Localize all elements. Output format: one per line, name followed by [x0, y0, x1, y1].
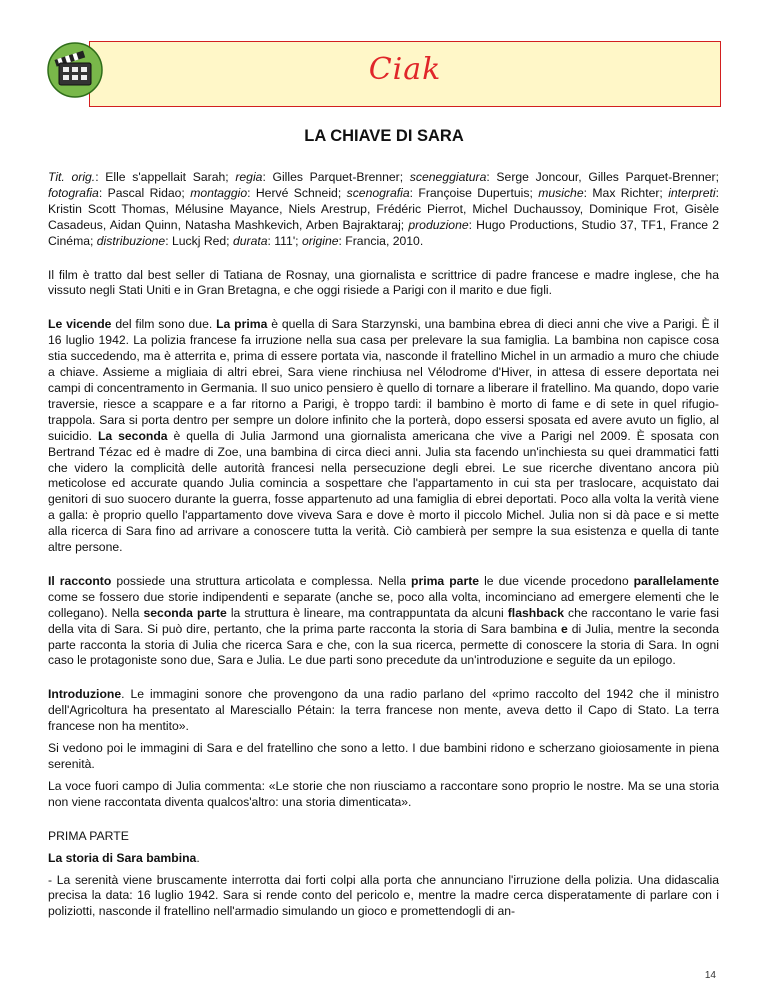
header-banner: [89, 41, 721, 107]
paragraph-text: le due vicende procedono: [479, 573, 634, 588]
paragraph-text: è quella di Julia Jarmond una giornalista americana che vive a Parigi nel 2009. È sposata con Bertrand Tézac ed è madre di Zoe, una bambina di circa dieci anni. Julia sta facendo un'inchiesta su quei drammatici fatti che videro la complicità delle autorità francesi nella persecuzione degli ebrei. Le sue ricerche diventano ancora più meticolose ed accurate quando Julia comincia a sospettare che l'appartamento in cui sta per traslocare, acquistato dai genitori di suo suocero durante la guerra, fosse appartenuto ad una famiglia di ebrei deportati. Poco alla volta la verità viene a galla: è proprio quello l'appartamento dove viveva Sara e dove è morto il piccolo Michel. Julia non si dà pace e si mette alla ricerca di Sara fino ad arrivare a conoscere tutta la verità. Ciò cambierà per sempre la sua esistenza e quella di tante altre persone.: [48, 428, 719, 555]
credit-label: origine: [301, 233, 339, 248]
bold-term: seconda parte: [143, 605, 227, 620]
credit-value: : Luckj Red;: [165, 233, 233, 248]
credit-label: scenografia: [346, 185, 410, 200]
film-clapperboard-icon: [44, 38, 106, 98]
voce-paragraph: La voce fuori campo di Julia commenta: «Le storie che non riusciamo a raccontare sono proprio le nostre. Ma se una storia non viene raccontata diventa qualcos'altro: una storia dimenticata».: [48, 778, 719, 809]
credit-label: durata: [232, 233, 268, 248]
serenita-paragraph: - La serenità viene bruscamente interrotta dai forti colpi alla porta che annunciano l'irruzione della polizia. Una didascalia precisa la data: 16 luglio 1942. Sara si rende conto del pericolo e, mentre la madre cerca disperatamente di parlare con i poliziotti, nasconde il fratellino nell'armadio simulando un gioco e promettendogli di an-: [48, 872, 719, 919]
credit-value: : Max Richter;: [583, 185, 669, 200]
credit-value: : Serge Joncour, Gilles Parquet-Brenner;: [486, 170, 719, 184]
bold-term: parallelamente: [633, 573, 719, 588]
racconto-paragraph: [48, 574, 719, 669]
intro-paragraph: Il film è tratto dal best seller di Tatiana de Rosnay, una giornalista e scrittrice di padre francese e madre inglese, che ha vissuto negli Stati Uniti e in Gran Bretagna, e che oggi risiede a Parigi con il marito e due figli.: [48, 267, 719, 298]
credit-label: Tit. orig.: [48, 170, 96, 184]
credit-label: distribuzione: [96, 233, 166, 248]
bold-term: Le vicende: [48, 317, 112, 332]
bold-term: La seconda: [97, 428, 168, 443]
credit-value: : Hervé Schneid;: [247, 185, 347, 200]
vicende-paragraph: [48, 317, 719, 556]
document-title: LA CHIAVE DI SARA: [304, 127, 464, 145]
bold-term: Introduzione: [48, 687, 122, 702]
credit-label: regia: [235, 170, 263, 184]
credit-value: : Francia, 2010.: [338, 233, 424, 248]
credit-value: : 111';: [267, 233, 302, 248]
bold-term: prima parte: [411, 573, 480, 588]
bold-term: La prima: [216, 317, 268, 332]
credit-label: interpreti: [668, 185, 716, 200]
bold-term: flashback: [507, 605, 564, 620]
credit-value: : Hugo Productions, Studio 37, TF1, France 2 Cinéma;: [48, 217, 719, 248]
credit-value: : Kristin Scott Thomas, Mélusine Mayance, Niels Arestrup, Frédéric Pierrot, Michel Duchaussoy, Dominique Frot, Gisèle Casadeus, Aidan Quinn, Natasha Mashkevich, Arben Bajraktaraj;: [48, 185, 719, 232]
paragraph-text: di Julia, mentre la seconda parte racconta la storia di Julia che ricerca Sara e che, con la sua ricerca, permette di conoscere la storia di Sara. In ogni caso le protagoniste sono due, Sara e Julia. Le due parti sono precedute da un'introduzione e seguite da un epilogo.: [48, 621, 719, 668]
header-title: Ciak: [368, 52, 442, 87]
paragraph-text: .: [196, 850, 200, 865]
credit-value: : Gilles Parquet-Brenner;: [262, 170, 410, 184]
credit-label: montaggio: [190, 185, 248, 200]
paragraph-text: che raccontano le varie fasi della vita di Sara. Si può dire, pertanto, che la prima parte racconta la storia di Sara bambina: [48, 605, 720, 636]
paragraph-text: la struttura è lineare, ma contrappuntata da alcuni: [226, 605, 508, 620]
credit-label: produzione: [408, 217, 469, 232]
paragraph-text: è quella di Sara Starzynski, una bambina ebrea di dieci anni che vive a Parigi. È il 16 luglio 1942. La polizia francese fa irruzione nella sua casa per prelevare la sua famiglia. La bambina non capisce cosa stia succedendo, ma è atterrita e, prima di essere portata via, nasconde il fratellino Michel in un armadio a muro che chiude a chiave. Assieme a migliaia di altri ebrei, Sara viene rinchiusa nel Vélodrome d'Hiver, in attesa di essere deportata nei campi di concentramento in Germania. Il suo unico pensiero è quello di tornare a liberare il fratellino. Ma quando, dopo varie traversie, riesce a scappare e a far ritorno a Parigi, è troppo tardi: il bambino è morto di fame e di sete in quel rifugio-trappola. Sara si porta dentro per sempre un dolore infinito che la porterà, dopo essersi sposata ed avere avuto un figlio, al suicidio.: [48, 317, 719, 443]
credit-label: sceneggiatura: [409, 170, 487, 184]
bold-term: La storia di Sara bambina: [48, 850, 197, 865]
subsection-heading: [48, 851, 719, 867]
immagini-paragraph: Si vedono poi le immagini di Sara e del fratellino che sono a letto. I due bambini ridono e scherzano gioiosamente in piena serenità.: [48, 741, 719, 771]
credit-value: : Elle s'appellait Sarah;: [95, 170, 236, 184]
credits-paragraph: [48, 170, 719, 250]
credit-label: musiche: [538, 185, 584, 200]
paragraph-text: possiede una struttura articolata e complessa. Nella: [111, 573, 412, 588]
bold-term: Il racconto: [48, 573, 112, 588]
credit-label: fotografia: [48, 185, 99, 200]
paragraph-text: come se fossero due storie indipendenti e separate (anche se, poco alla volta, incominciano ad emergere elementi che le collegano). Nella: [48, 589, 719, 620]
credit-value: : Françoise Dupertuis;: [409, 185, 539, 200]
article-body: [48, 170, 719, 926]
section-heading: PRIMA PARTE: [48, 828, 129, 843]
paragraph-text: del film sono due.: [111, 317, 217, 332]
bold-term: e: [560, 621, 568, 636]
credit-value: : Pascal Ridao;: [98, 185, 191, 200]
introduzione-paragraph: [48, 687, 719, 735]
page-number: 14: [704, 970, 716, 981]
paragraph-text: . Le immagini sonore che provengono da una radio parlano del «primo raccolto del 1942 che il ministro dell'Agricoltura ha presentato al Maresciallo Pétain: la terra francese non mente, aveva detto il Capo di Stato. La terra francese non ha mentito».: [48, 687, 719, 734]
